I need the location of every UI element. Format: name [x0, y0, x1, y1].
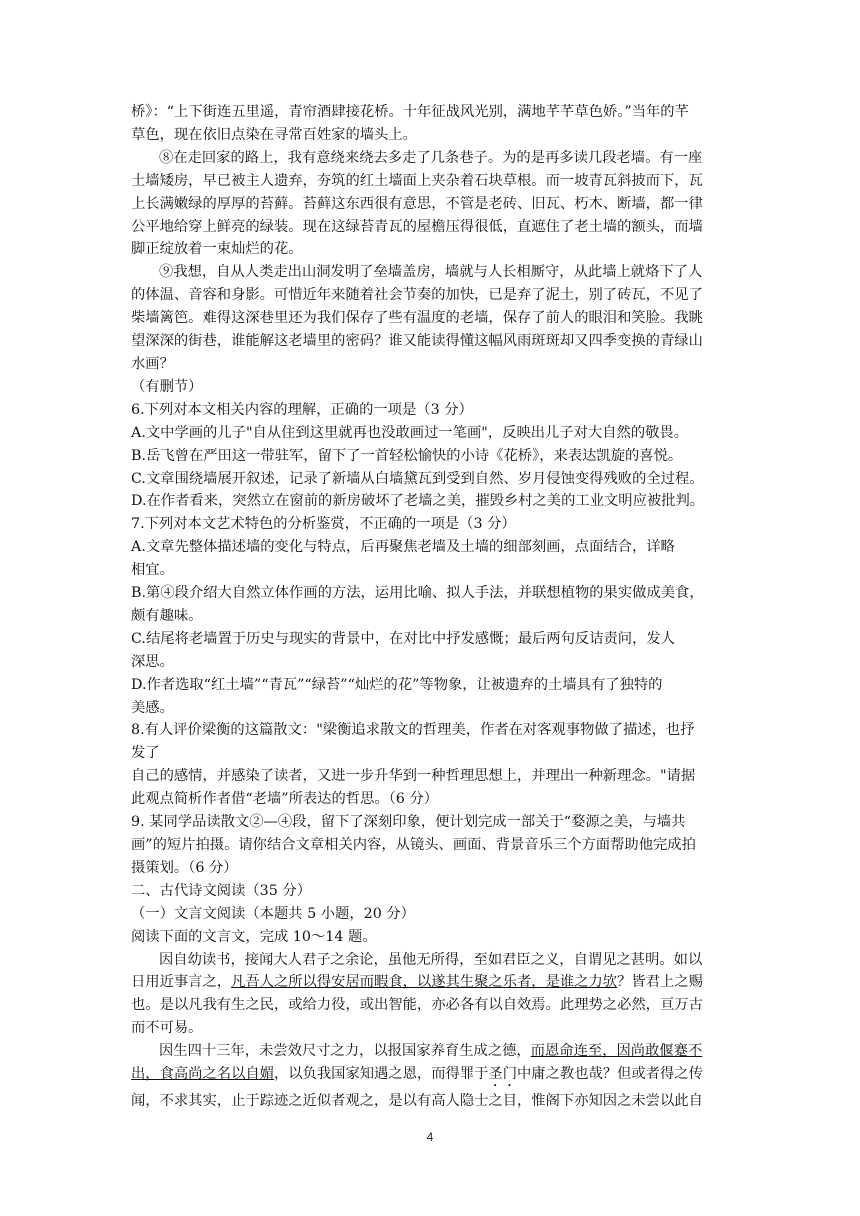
- continuation-line: 草色，现在依旧点染在寻常百姓家的墙头上。: [131, 126, 417, 143]
- underlined-sentence: 出，食高尚之名以自媚: [131, 1066, 274, 1083]
- classical-paragraph-1: [131, 949, 729, 1041]
- question-6: [131, 399, 729, 514]
- paragraph-line: 水画？: [131, 355, 174, 372]
- classical-paragraph-2: [131, 1040, 729, 1113]
- question-line: 此观点简析作者借“老墙”所表达的哲思。（6 分）: [131, 791, 439, 808]
- paragraph-line: 因自幼读书，接闻大人君子之余论，虽他无所得，至如君臣之义，自谓见之甚明。如以: [159, 951, 703, 968]
- text-span: 因生四十三年，未尝效尺寸之力，以报国家养育生成之德，: [159, 1043, 531, 1060]
- paragraph-line: 上长满嫩绿的厚厚的苔藓。苔藓这东西很有意思，不管是老砖、旧瓦、朽木、断墙，都一律: [131, 195, 703, 212]
- option-line: 美感。: [131, 699, 174, 716]
- option-d: D.在作者看来，突然立在窗前的新房破坏了老墙之美，摧毁乡村之美的工业文明应被批判。: [131, 493, 705, 510]
- option-a: A.文中学画的儿子"自从住到这里就再也没敢画过一笔画"，反映出儿子对大自然的敬畏。: [131, 424, 689, 441]
- option-line: 相宜。: [131, 562, 174, 579]
- abridged-note: （有删节）: [131, 378, 203, 395]
- option-line: 颇有趣味。: [131, 607, 203, 624]
- text-span: ，以负我国家知遇之恩，而得罪于: [273, 1066, 489, 1083]
- option-line: C.结尾将老墙置于历史与现实的背景中，在对比中抒发感慨；最后两句反诘责问，发人: [131, 630, 675, 647]
- paragraph-9: [131, 261, 729, 376]
- question-7: [131, 513, 729, 719]
- text-span: 日用近事言之，: [131, 974, 232, 991]
- option-line: 深思。: [131, 653, 174, 670]
- paragraph-line: 土墙矮房，早已被主人遗弃，夯筑的红土墙面上夹杂着石块草根。而一坡青瓦斜披而下，瓦: [131, 172, 703, 189]
- option-line: D.作者选取“红土墙”“青瓦”“绿苔”“灿烂的花”等物象，让被遗弃的土墙具有了独特的: [131, 676, 663, 693]
- question-9: [131, 811, 729, 880]
- paragraph-line: 柴墙篱笆。难得这深巷里还为我们保存了些有温度的老墙，保存了前人的眼泪和笑脸。我眺: [131, 310, 703, 327]
- option-line: A.文章先整体描述墙的变化与特点，后再聚焦老墙及土墙的细部刻画，点面结合，详略: [131, 539, 675, 556]
- emphasized-word: 圣门: [488, 1066, 518, 1083]
- option-b: B.岳飞曾在严田这一带驻军，留下了一首轻松愉快的小诗《花桥》，来表达凯旋的喜悦。: [131, 447, 683, 464]
- text-span: ？皆君上之赐: [617, 974, 703, 991]
- option-line: B.第④段介绍大自然立体作画的方法，运用比喻、拟人手法，并联想植物的果实做成美食，: [131, 585, 704, 602]
- question-line: 9. 某同学品读散文②—④段，留下了深刻印象，便计划完成一部关于“婺源之美，与墙共: [131, 814, 686, 831]
- paragraph-line: 而不可易。: [131, 1020, 203, 1037]
- option-c: C.文章围绕墙展开叙述，记录了新墙从白墙黛瓦到受到自然、岁月侵蚀变得残败的全过程。: [131, 470, 704, 487]
- underlined-sentence: 而恩命连至，因尚敢偃蹇不: [530, 1043, 703, 1060]
- reading-instruction: 阅读下面的文言文，完成 10～14 题。: [131, 928, 377, 945]
- question-stem: 6.下列对本文相关内容的理解，正确的一项是（3 分）: [131, 401, 473, 418]
- paragraph-line: [131, 971, 729, 994]
- paragraph-line: 脚正绽放着一束灿烂的花。: [131, 241, 303, 258]
- paragraph-line: 也。是以凡我有生之民，或给力役，或出智能，亦必各有以自效焉。此理势之必然，亘万古: [131, 997, 703, 1014]
- paragraph-8: [131, 147, 729, 262]
- paragraph-line: [131, 1063, 729, 1090]
- paragraph-line: 公平地给穿上鲜亮的绿装。现在这绿苔青瓦的屋檐压得很低，直遮住了老土墙的额头，而墙: [131, 218, 703, 235]
- paragraph-line: ⑨我想，自从人类走出山洞发明了垒墙盖房，墙就与人长相厮守，从此墙上就烙下了人: [159, 264, 703, 281]
- page-content: [131, 101, 729, 1113]
- paragraph-line: 望深深的街巷，谁能解这老墙里的密码？谁又能读得懂这幅风雨斑斑却又四季变换的青绿山: [131, 333, 703, 350]
- section-title: 二、古代诗文阅读（35 分）: [131, 882, 312, 899]
- paragraph-line: 闻，不求其实，止于踪迹之近似者观之，是以有高人隐士之目，惟阁下亦知因之未尝以此自: [131, 1093, 703, 1110]
- question-line: 8.有人评价梁衡的这篇散文："梁衡追求散文的哲理美，作者在对客观事物做了描述，也抒: [131, 722, 695, 739]
- question-line: 发了: [131, 745, 160, 762]
- text-span: 中庸之教也哉？但或者得之传: [517, 1066, 703, 1083]
- underlined-sentence: 凡吾人之所以得安居而暇食，以遂其生聚之乐者，是谁之力欤: [231, 974, 618, 991]
- question-stem: 7.下列对本文艺术特色的分析鉴赏，不正确的一项是（3 分）: [131, 516, 516, 533]
- continuation-line: 桥》：“上下街连五里遥，青帘酒肆接花桥。十年征战风光别，满地芊芊草色娇。”当年的芊: [131, 104, 689, 120]
- paragraph-line: ⑧在走回家的路上，我有意绕来绕去多走了几条巷子。为的是再多读几段老墙。有一座: [159, 149, 703, 166]
- subsection-title: （一）文言文阅读（本题共 5 小题，20 分）: [131, 905, 415, 922]
- page-number: 4: [426, 1130, 434, 1144]
- paragraph-line: [131, 1040, 729, 1063]
- question-line: 画”的短片拍摄。请你结合文章相关内容，从镜头、画面、背景音乐三个方面帮助他完成拍: [131, 837, 696, 853]
- question-8: [131, 719, 729, 811]
- paragraph-line: 的体温、音容和身影。可惜近年来随着社会节奏的加快，已是弃了泥土，别了砖瓦，不见了: [131, 287, 703, 304]
- question-line: 摄策划。（6 分）: [131, 859, 238, 876]
- question-line: 自己的感情，并感染了读者，又进一步升华到一种哲理思想上，并理出一种新理念。"请据: [131, 768, 696, 785]
